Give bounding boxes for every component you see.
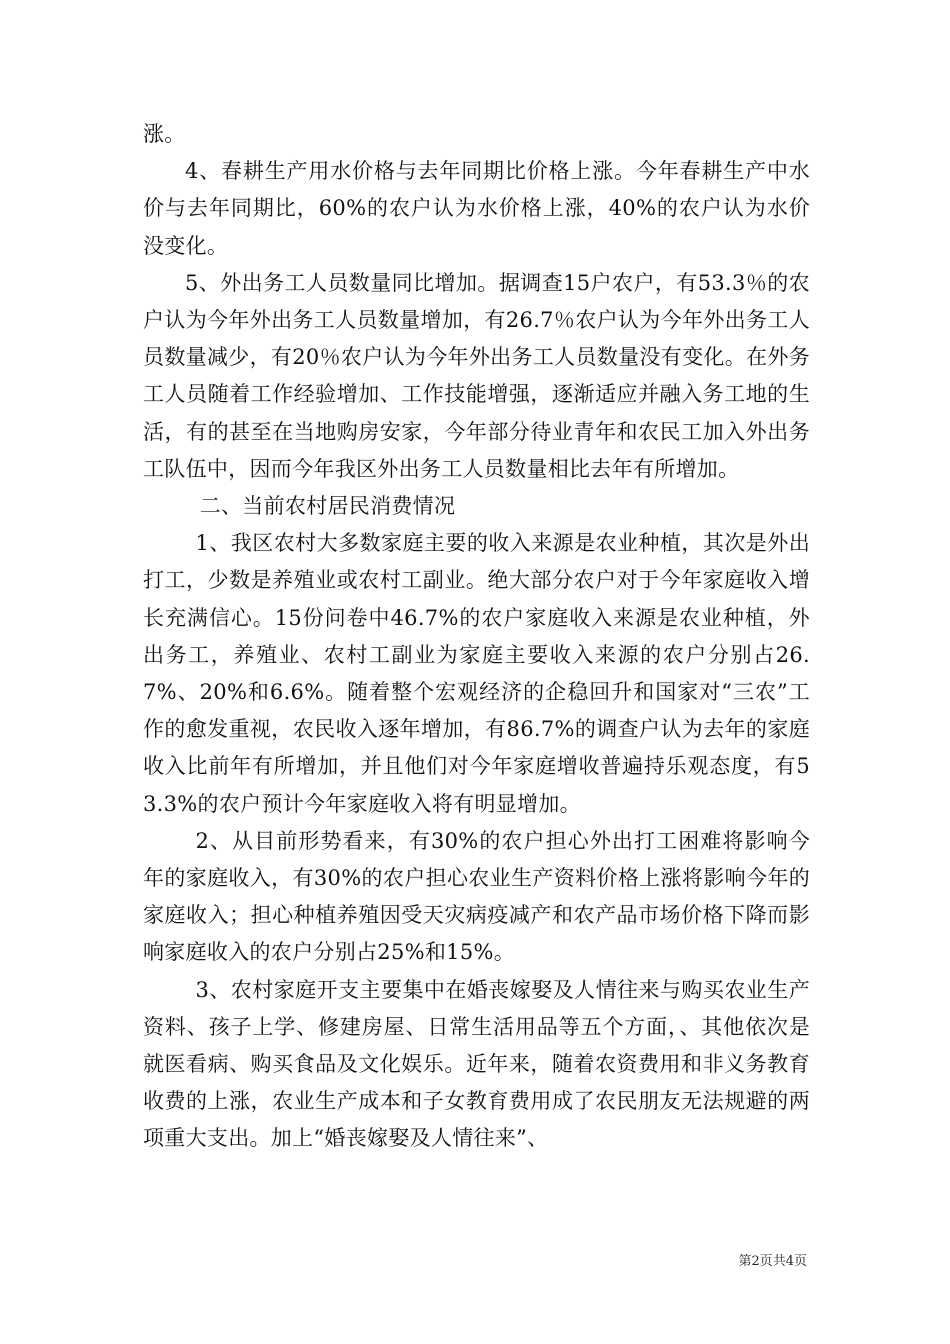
page-number: 第2页共4页 (738, 1254, 807, 1269)
paragraph-item-4: 4、春耕生产用水价格与去年同期比价格上涨。今年春耕生产中水价与去年同期比，60%的农户认为水价格上涨，40%的农户认为水价没变化。 (143, 159, 810, 258)
paragraph-consumption-2: 2、从目前形势看来，有30%的农户担心外出打工困难将影响今年的家庭收入，有30%的农户担心农业生产资料价格上涨将影响今年的家庭收入；担心种植养殖因受天灾病疫减产和农产品市场价格下降而影响家庭收入的农户分别占25%和15%。 (143, 828, 810, 965)
document-body (143, 116, 810, 1158)
paragraph-consumption-1: 1、我区农村大多数家庭主要的收入来源是农业种植，其次是外出打工，少数是养殖业或农村工副业。绝大部分农户对于今年家庭收入增长充满信心。15份问卷中46.7%的农户家庭收入来源是农业种植，外出务工，养殖业、农村工副业为家庭主要收入来源的农户分别占26.7%、20%和6.6%。随着整个宏观经济的企稳回升和国家对“三农”工作的愈发重视，农民收入逐年增加，有86.7%的调查户认为去年的家庭收入比前年有所增加，并且他们对今年家庭增收普遍持乐观态度，有53.3%的农户预计今年家庭收入将有明显增加。 (143, 531, 810, 816)
paragraph-consumption-3: 3、农村家庭开支主要集中在婚丧嫁娶及人情往来与购买农业生产资料、孩子上学、修建房屋、日常生活用品等五个方面，、其他依次是就医看病、购买食品及文化娱乐。近年来，随着农资费用和非义务教育收费的上涨，农业生产成本和子女教育费用成了农民朋友无法规避的两项重大支出。加上“婚丧嫁娶及人情往来”、 (143, 977, 810, 1151)
paragraph-item-5: 5、外出务工人员数量同比增加。据调查15户农户，有53.3％的农户认为今年外出务工人员数量增加，有26.7％农户认为今年外出务工人员数量减少，有20％农户认为今年外出务工人员数量没有变化。在外务工人员随着工作经验增加、工作技能增强，逐渐适应并融入务工地的生活，有的甚至在当地购房安家，今年部分待业青年和农民工加入外出务工队伍中，因而今年我区外出务工人员数量相比去年有所增加。 (143, 270, 810, 481)
paragraph-continuation: 涨。 (143, 122, 186, 146)
section-heading: 二、当前农村居民消费情况 (199, 494, 456, 519)
